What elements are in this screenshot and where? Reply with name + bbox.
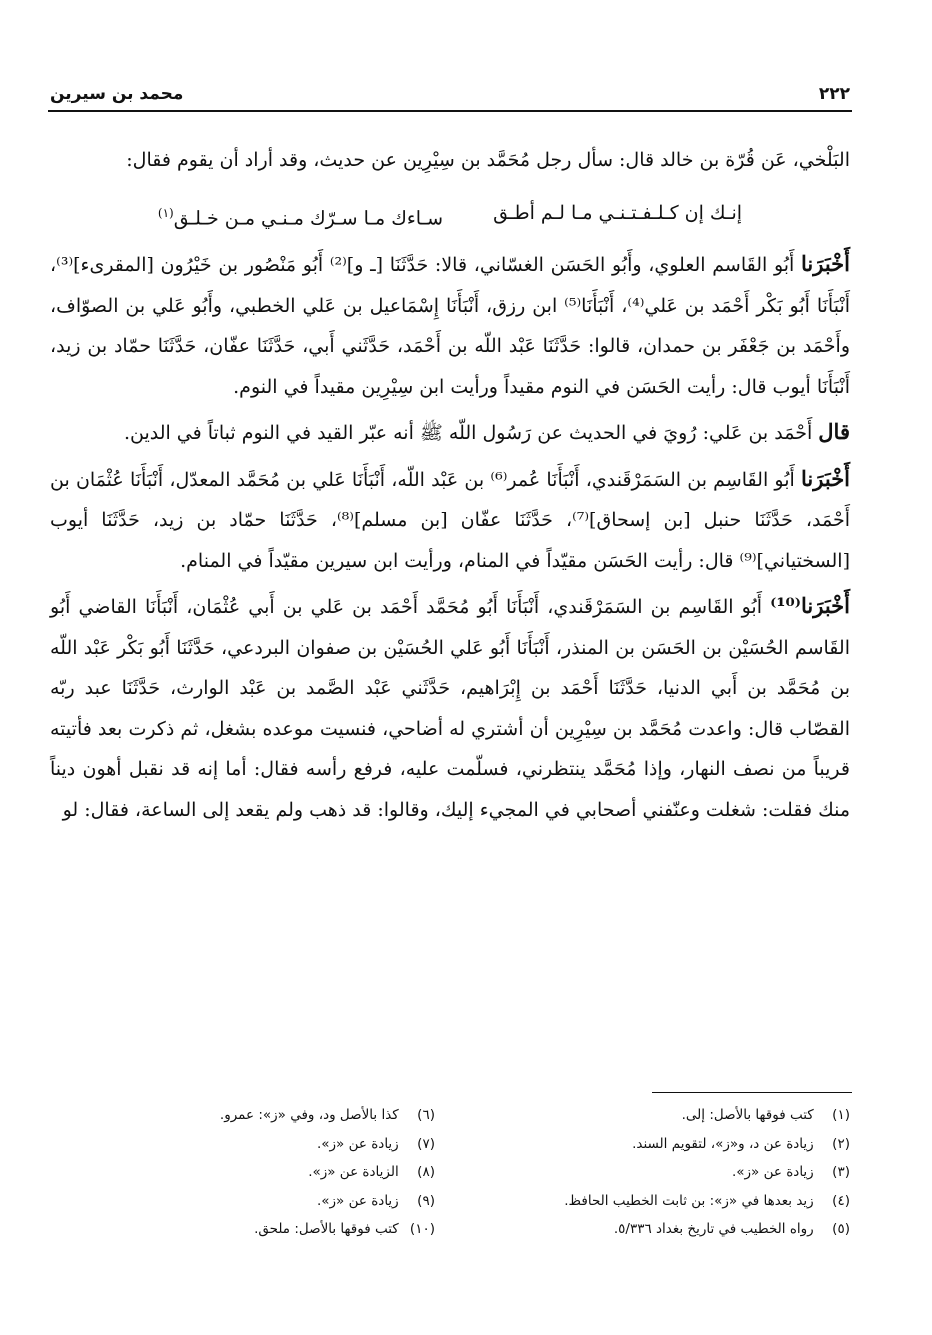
footnote: (٩) زيادة عن «ز». bbox=[316, 1192, 435, 1209]
paragraph-lead: أَخْبَرَنا bbox=[801, 465, 851, 491]
running-title: محمد بن سيرين bbox=[50, 84, 184, 104]
footnote: (١) كتب فوقها بالأصل: إلى. bbox=[681, 1107, 850, 1123]
paragraph-text: أَحْمَد بن عَلي: رُويَ في الحديث عن رَسُول اللّه ﷺ أنه عبّر القيد في النوم ثباتاً في الدين. bbox=[123, 422, 819, 445]
footnotes-right-column bbox=[495, 1101, 850, 1244]
footnotes-left-column bbox=[80, 1101, 435, 1244]
paragraph-3 bbox=[50, 412, 850, 454]
page-number: ٢٢٢ bbox=[818, 84, 850, 104]
paragraph-1 bbox=[50, 140, 850, 181]
paragraph-text: أَبُو القَاسم العلوي، وأَبُو الحَسَن الغسّاني، قالا: حَدَّثَنَا [ـ و]⁽²⁾ أَبُو مَنْصُور بن خَيْرُون [المقرىء]⁽³⁾، أَنْبَأَنَا أَبُو بَكْر أَحْمَد بن عَلي⁽⁴⁾، أَنْبَأَنَا⁽⁵⁾ ابن رزق، أَنْبَأَنَا إِسْمَاعيل بن عَلي الخطبي، وأَبُو عَلي بن الصوّاف، وأَحْمَد بن جَعْفَر بن حمدان، قالوا: حَدَّثَنَا عَبْد اللّه بن أَحْمَد، حَدَّثَني أَبي، حَدَّثَنَا عفّان، حَدَّثَنَا حمّاد بن زيد، أَنْبَأَنَا أيوب قال: رأيت الحَسَن في النوم مقيداً ورأيت ابن سِيْرِين مقيداً في النوم. bbox=[50, 254, 851, 398]
paragraph-5 bbox=[50, 586, 850, 830]
paragraph-lead: أَخْبَرَنا⁽¹⁰⁾ bbox=[770, 593, 850, 619]
verse-left-hemistich: سـاءك مـا سـرّك مـنـي مـن خـلـق$^{(١)}$ bbox=[157, 205, 444, 229]
footnote: (٥) رواه الخطيب في تاريخ بغداد ٥/٣٣٦. bbox=[613, 1221, 850, 1237]
main-text bbox=[50, 140, 850, 835]
footnote-rule bbox=[652, 1092, 852, 1093]
footnote: (٤) زيد بعدها في «ز»: بن ثابت الخطيب الحافظ. bbox=[564, 1192, 850, 1209]
poetry-verse bbox=[50, 193, 850, 239]
header-rule bbox=[48, 110, 852, 112]
verse-right-hemistich: إنـك إن كـلـفـتـنـي مـا لـم أطـق bbox=[493, 201, 743, 224]
paragraph-lead: قال bbox=[818, 419, 850, 445]
paragraph-text: أَبُو القَاسِم بن السَمَرْقَندي، أَنْبَأَنَا أَبُو مُحَمَّد أَحْمَد بن عَلي بن أَبي عُثْمَان، أَنْبَأَنَا القاضي أَبُو القَاسم الحُسَيْن بن الحَسَن بن المنذر، أَنْبَأَنَا أَبُو عَلي الحُسَيْن بن صفوان البردعي، حَدَّثَنَا أَبُو بَكْر عَبْد اللّه بن مُحَمَّد بن أَبي الدنيا، حَدَّثَنَا أَحْمَد بن إِبْرَاهيم، حَدَّثَني عَبْد الصَّمد بن عَبْد الوارث، حَدَّثَنَا عبد ربّه القصّاب قال: واعدت مُحَمَّد بن سِيْرِين أن أشتري له أضاحي، فنسيت موعده بشغل، ثم ذكرت بعد فأتيته قريباً من نصف النهار، وإذا مُحَمَّد ينتظرني، فسلّمت عليه، فرفع رأسه فقال: أما إنه قد نقبل أهون ديناً منك فقلت: شغلت وعنّفني أصحابي في المجيء إليك، وقالوا: قد ذهب ولم يقعد إلى الساعة، فقال: لو bbox=[50, 596, 850, 821]
paragraph-lead: أَخْبَرَنا bbox=[801, 251, 850, 277]
verse-note-number: (١) bbox=[157, 205, 174, 220]
paragraph-4 bbox=[50, 459, 850, 582]
page-header bbox=[50, 74, 850, 104]
paragraph-text: أَبُو القَاسِم بن السَمَرْقَندي، أَنْبَأَنَا عُمر⁽⁶⁾ بن عَبْد اللّه، أَنْبَأَنَا عَلي بن مُحَمَّد المعدّل، أَنْبَأَنَا عُثْمَان بن أَحْمَد، حَدَّثَنَا حنبل [بن إسحاق]⁽⁷⁾، حَدَّثَنَا عفّان [بن مسلم]⁽⁸⁾، حَدَّثَنَا حمّاد بن زيد، حَدَّثَنَا أيوب [السختياني]⁽⁹⁾ قال: رأيت الحَسَن مقيّداً في المنام، ورأيت ابن سيرين مقيّداً في المنام. bbox=[50, 468, 851, 572]
paragraph-2 bbox=[50, 244, 850, 407]
footnote: (٦) كذا بالأصل ود، وفي «ز»: عمرو. bbox=[219, 1107, 435, 1123]
footnote: (٧) زيادة عن «ز». bbox=[316, 1135, 435, 1152]
footnotes bbox=[80, 1101, 850, 1244]
footnote: (٢) زيادة عن د، و«ز»، لتقويم السند. bbox=[632, 1135, 850, 1152]
footnote: (٨) الزيادة عن «ز». bbox=[308, 1164, 435, 1180]
paragraph-text: البَلْخي، عَن قُرّة بن خالد قال: سأل رجل مُحَمَّد بن سِيْرِين عن حديث، وقد أراد أن يقوم فقال: bbox=[126, 149, 850, 171]
footnote: (٣) زيادة عن «ز». bbox=[731, 1164, 850, 1180]
footnote: (١٠) كتب فوقها بالأصل: ملحق. bbox=[254, 1221, 435, 1237]
